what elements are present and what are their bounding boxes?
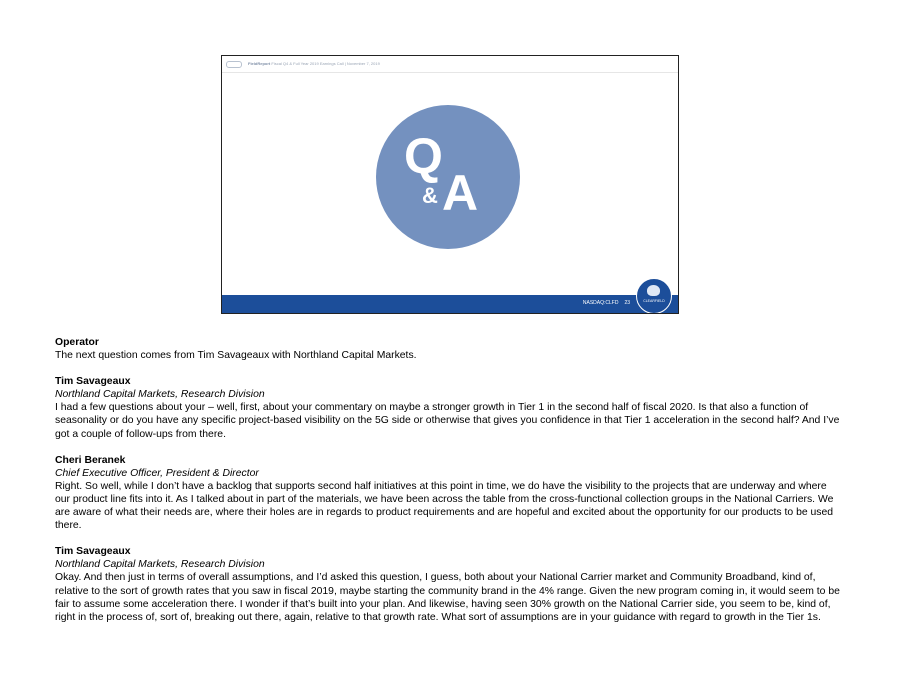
transcript-entry bbox=[55, 454, 840, 533]
speaker-name: Tim Savageaux bbox=[55, 546, 131, 558]
speaker-name: Operator bbox=[55, 337, 99, 348]
transcript bbox=[55, 336, 840, 637]
header-brand: FieldReport bbox=[248, 61, 271, 66]
footer-ticker: NASDAQ:CLFD bbox=[582, 300, 619, 306]
header-logo-icon bbox=[226, 61, 242, 68]
header-title: Fiscal Q4 & Full Year 2019 Earnings Call | November 7, 2019 bbox=[271, 61, 380, 66]
qa-circle bbox=[376, 105, 520, 249]
slide-footer bbox=[222, 295, 678, 313]
transcript-entry bbox=[55, 336, 840, 362]
speaker-name: Cheri Beranek bbox=[55, 454, 126, 466]
speech-text: Right. So well, while I don’t have a backlog that supports second half initiatives at this point in time, we do have the visibility to the projects that are underway and where our product line fits into it. As I talked about in part of the materials, we have been across the table from the cross-functional collection groups in the National Carriers. We are aware of what their needs are, where their holes are in regards to product requirements and are hopeful and excited about the opportunity for our products to be used there. bbox=[55, 480, 834, 532]
slide-image bbox=[221, 55, 679, 314]
header-text bbox=[248, 56, 380, 72]
qa-ampersand: & bbox=[422, 183, 438, 208]
badge-text: CLEARFIELD bbox=[643, 299, 665, 303]
shell-icon bbox=[647, 285, 660, 296]
speech-text: I had a few questions about your – well, first, about your commentary on maybe a stronger growth in Tier 1 in the second half of fiscal 2020. Is that also a function of seasonality or do you have any specific project-based visibility on the 5G side or otherwise that gives you confidence in that Tier 1 acceleration in the second half? And I’ve got a couple of follow-ups from there. bbox=[55, 402, 840, 440]
speech-text: The next question comes from Tim Savageaux with Northland Capital Markets. bbox=[55, 350, 417, 362]
slide-header bbox=[222, 56, 678, 73]
qa-letter-q: Q bbox=[404, 128, 443, 184]
speaker-name: Tim Savageaux bbox=[55, 376, 131, 388]
speech-text: Okay. And then just in terms of overall assumptions, and I’d asked this question, I guess, both about your National Carrier market and Community Broadband, kind of, relative to the sort of growth rates that you saw in fiscal 2019, maybe starting the community brand in the 4% range. Given the new program coming in, it would seem to be fair to assume some acceleration there. I wonder if that’s built into your plan. And likewise, having seen 30% growth on the National Carrier side, you seem to be, kind of, right in the process of, sort of, breaking out there, again, relative to that growth rate. What sort of assumptions are in your guidance with regard to growth in the Tier 1s. bbox=[55, 572, 840, 623]
speaker-role: Northland Capital Markets, Research Division bbox=[55, 559, 265, 571]
company-logo-icon bbox=[636, 278, 672, 314]
speaker-role: Northland Capital Markets, Research Division bbox=[55, 389, 265, 401]
footer-page-number: 23 bbox=[624, 300, 630, 306]
footer-text bbox=[583, 300, 630, 306]
qa-letter-a: A bbox=[442, 165, 479, 221]
speaker-role: Chief Executive Officer, President & Director bbox=[55, 467, 259, 479]
transcript-entry bbox=[55, 545, 840, 624]
transcript-entry bbox=[55, 375, 840, 440]
